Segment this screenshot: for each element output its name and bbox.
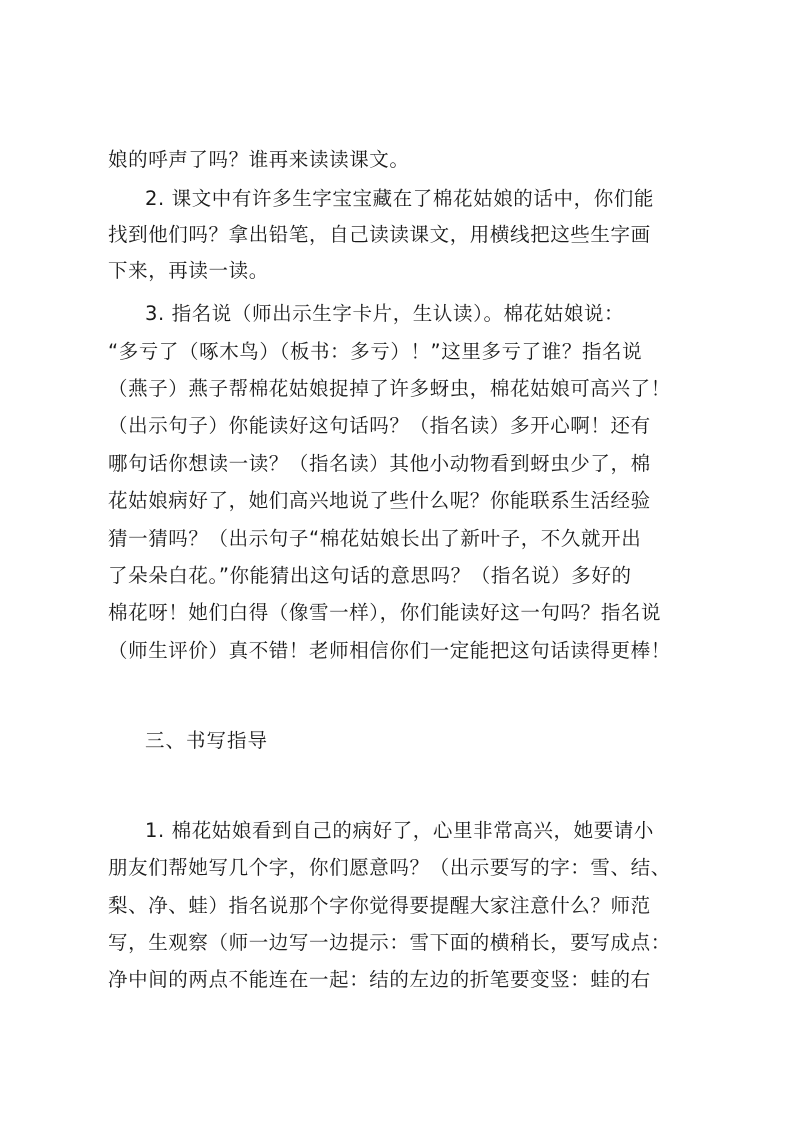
paragraph-4-line-3: 梨、净、蛙）指名说那个字你觉得要提醒大家注意什么？师范 bbox=[108, 894, 651, 917]
paragraph-3-line-5: 哪句话你想读一读？（指名读）其他小动物看到蚜虫少了，棉 bbox=[108, 452, 651, 475]
paragraph-3-line-7: 猜一猜吗？（出示句子“棉花姑娘长出了新叶子，不久就开出 bbox=[108, 527, 642, 550]
paragraph-3-line-6: 花姑娘病好了，她们高兴地说了些什么呢？你能联系生活经验 bbox=[108, 489, 651, 512]
paragraph-3-line-10: （师生评价）真不错！老师相信你们一定能把这句话读得更棒！ bbox=[108, 639, 671, 662]
paragraph-4-line-2: 朋友们帮她写几个字，你们愿意吗？（出示要写的字：雪、结、 bbox=[108, 856, 671, 879]
paragraph-3-line-2: “多亏了（啄木鸟）（板书：多亏）！”这里多亏了谁？指名说 bbox=[108, 340, 643, 363]
section-heading: 三、书写指导 bbox=[145, 729, 269, 752]
paragraph-3-line-4: （出示句子）你能读好这句话吗？（指名读）多开心啊！还有 bbox=[108, 414, 651, 437]
paragraph-2-line-1: 2. 课文中有许多生字宝宝藏在了棉花姑娘的话中，你们能 bbox=[145, 187, 655, 210]
paragraph-3-line-1: 3. 指名说（师出示生字卡片，生认读）。棉花姑娘说： bbox=[145, 302, 625, 325]
paragraph-4-line-1: 1. 棉花姑娘看到自己的病好了，心里非常高兴，她要请小 bbox=[145, 819, 655, 842]
paragraph-2-line-2: 找到他们吗？拿出铅笔，自己读读课文，用横线把这些生字画 bbox=[108, 223, 651, 246]
paragraph-4-line-5: 净中间的两点不能连在一起：结的左边的折笔要变竖：蛙的右 bbox=[108, 968, 651, 991]
paragraph-3-line-9: 棉花呀！她们白得（像雪一样），你们能读好这一句吗？指名说 bbox=[108, 601, 662, 624]
paragraph-4-line-4: 写，生观察（师一边写一边提示：雪下面的横稍长，要写成点： bbox=[108, 931, 671, 954]
paragraph-2-line-3: 下来，再读一读。 bbox=[108, 259, 269, 282]
paragraph-1-line-1: 娘的呼声了吗？谁再来读读课文。 bbox=[108, 148, 410, 171]
paragraph-3-line-8: 了朵朵白花。”你能猜出这句话的意思吗？（指名说）多好的 bbox=[108, 564, 632, 587]
paragraph-3-line-3: （燕子）燕子帮棉花姑娘捉掉了许多蚜虫，棉花姑娘可高兴了！ bbox=[108, 377, 671, 400]
